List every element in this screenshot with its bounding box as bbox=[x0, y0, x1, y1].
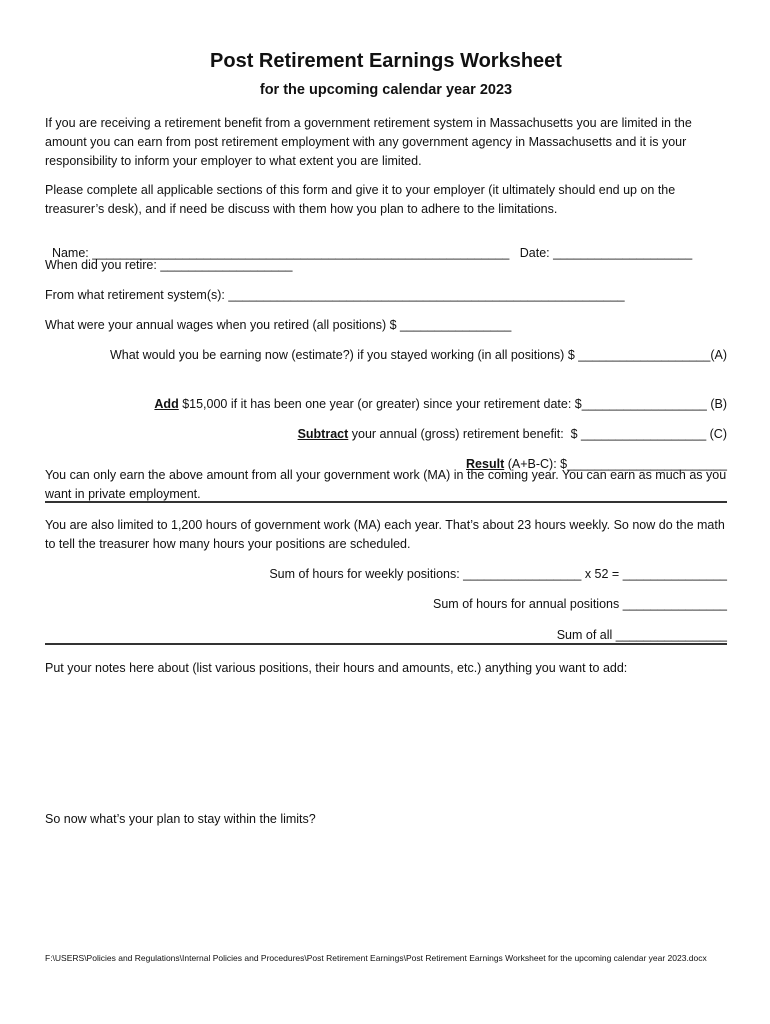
name-field[interactable]: Name: ____________________________________________________________ bbox=[51, 246, 510, 260]
result-text: (A+B-C): $_______________________ bbox=[504, 457, 727, 471]
section-divider-2 bbox=[45, 643, 727, 645]
section-divider-1 bbox=[45, 501, 727, 503]
plan-label: So now what’s your plan to stay within the limits? bbox=[45, 812, 316, 826]
page-title: Post Retirement Earnings Worksheet bbox=[210, 50, 562, 72]
date-field[interactable]: Date: ____________________ bbox=[519, 246, 693, 260]
page-subtitle: for the upcoming calendar year 2023 bbox=[259, 82, 513, 98]
estimate-earnings-a-field[interactable]: What would you be earning now (estimate?) if you stayed working (in all positions) $ ___________________(A) bbox=[109, 348, 727, 362]
annual-wages-field[interactable]: What were your annual wages when you retired (all positions) $ ________________ bbox=[45, 318, 512, 332]
add-earnings-b-text: $15,000 if it has been one year (or greater) since your retirement date: $__________________ (B) bbox=[178, 397, 727, 411]
file-path-footer: F:\USERS\Policies and Regulations\Internal Policies and Procedures\Post Retirement Earnings\Post Retirement Earnings Worksheet for the upcoming calendar year 2023.docx bbox=[45, 953, 707, 963]
subtract-label: Subtract bbox=[297, 427, 349, 441]
retire-date-field[interactable]: When did you retire: ___________________ bbox=[45, 258, 293, 272]
weekly-hours-field[interactable]: Sum of hours for weekly positions: _________________ x 52 = _______________ bbox=[269, 567, 727, 581]
plan-area[interactable] bbox=[45, 832, 727, 932]
subtract-benefit-c-text: your annual (gross) retirement benefit: $ __________________ (C) bbox=[348, 427, 727, 441]
intro-paragraph-2: Please complete all applicable sections of this form and give it to your employer (it ultimately should end up on the treasurer’s desk), and if need be discuss with them how you plan to adhere to the limitations. bbox=[45, 183, 676, 216]
add-label: Add bbox=[154, 397, 179, 411]
notes-label: Put your notes here about (list various positions, their hours and amounts, etc.) anything you want to add: bbox=[45, 661, 628, 675]
total-hours-field[interactable]: Sum of all ________________ bbox=[556, 628, 727, 642]
intro-paragraph-1: If you are receiving a retirement benefit from a government retirement system in Massachusetts you are limited in the amount you can earn from post retirement employment with any government agency in Massachusetts and it is your responsibility to inform your employer to what extent you are limited. bbox=[45, 116, 692, 168]
earnings-limit-note: You can only earn the above amount from all your government work (MA) in the coming year. You can earn as much as you want in private employment. bbox=[45, 468, 727, 501]
annual-hours-field[interactable]: Sum of hours for annual positions _______________ bbox=[433, 597, 727, 611]
hours-limit-intro: You are also limited to 1,200 hours of government work (MA) each year. That’s about 23 hours weekly. So now do the math to tell the treasurer how many hours your positions are scheduled. bbox=[45, 518, 725, 551]
notes-area[interactable] bbox=[45, 680, 727, 800]
result-label: Result bbox=[466, 457, 505, 471]
worksheet-page bbox=[45, 48, 727, 219]
retirement-system-field[interactable]: From what retirement system(s): _________________________________________________________ bbox=[45, 288, 625, 302]
